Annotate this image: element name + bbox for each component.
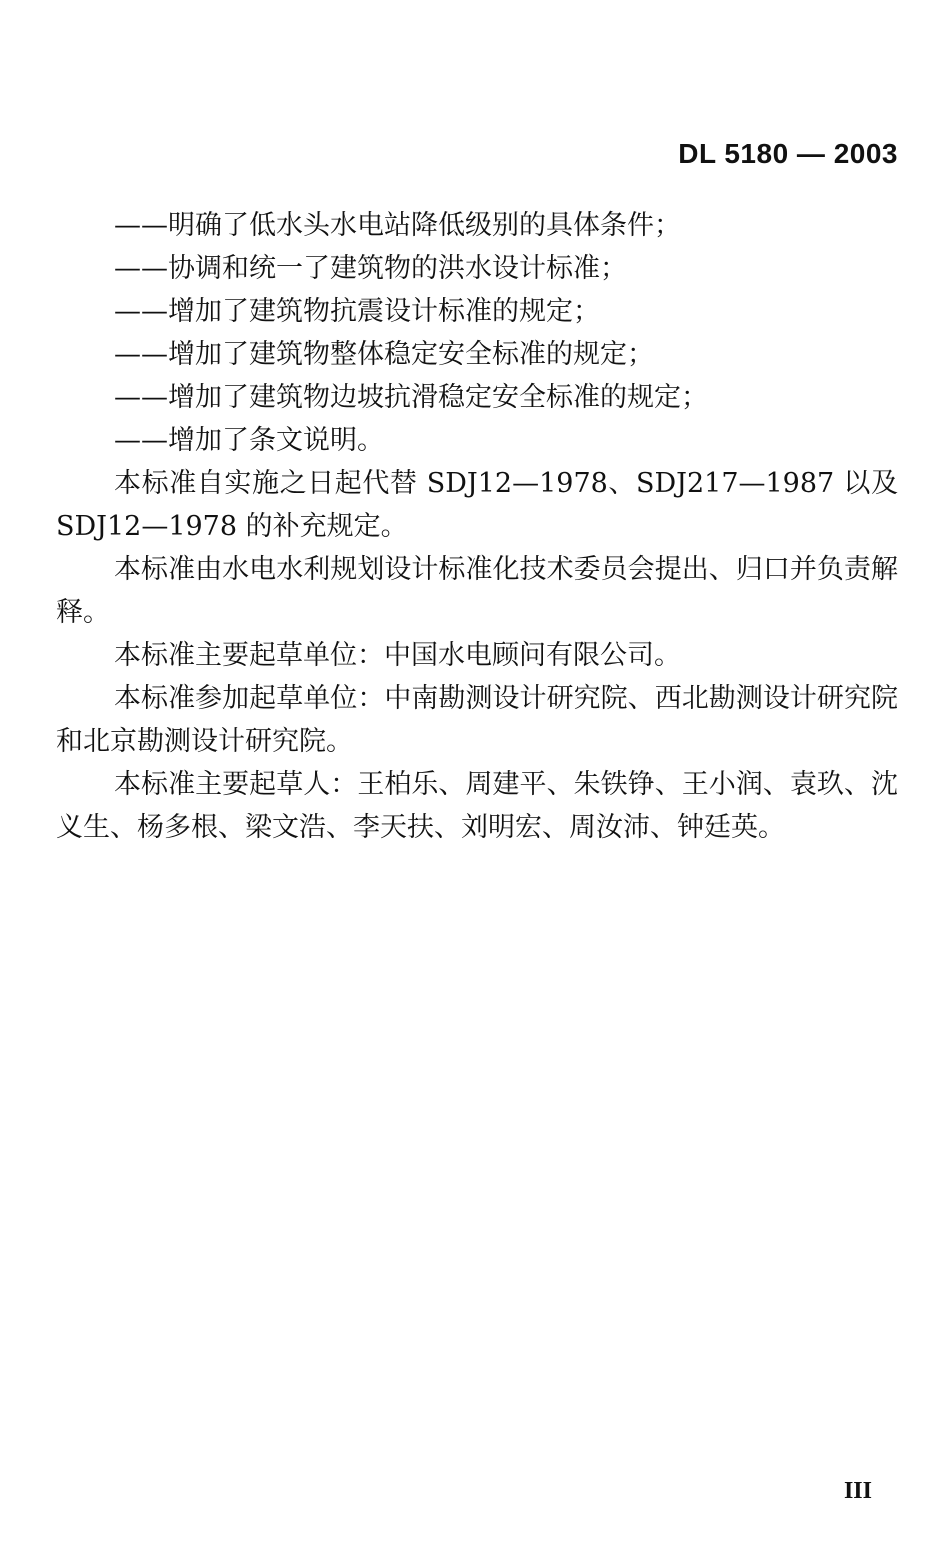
change-item: ——明确了低水头水电站降低级别的具体条件； (114, 210, 681, 241)
change-item: ——增加了建筑物抗震设计标准的规定； (114, 296, 600, 327)
document-body (56, 204, 898, 849)
replacement-paragraph: 本标准自实施之日起代替 SDJ12—1978、SDJ217—1987 以及SDJ12—1978 的补充规定。 (56, 468, 898, 542)
main-drafters-paragraph: 本标准主要起草人：王柏乐、周建平、朱铁铮、王小润、袁玖、沈义生、杨多根、梁文浩、李天扶、刘明宏、周汝沛、钟廷英。 (56, 769, 898, 843)
change-item: ——增加了条文说明。 (114, 425, 384, 456)
responsibility-paragraph: 本标准由水电水利规划设计标准化技术委员会提出、归口并负责解释。 (56, 554, 898, 628)
page-number: III (843, 1478, 872, 1504)
change-item: ——协调和统一了建筑物的洪水设计标准； (114, 253, 627, 284)
change-item: ——增加了建筑物边坡抗滑稳定安全标准的规定； (114, 382, 708, 413)
change-item: ——增加了建筑物整体稳定安全标准的规定； (114, 339, 654, 370)
main-drafting-unit-paragraph: 本标准主要起草单位：中国水电顾问有限公司。 (114, 640, 681, 671)
standard-code-header: DL 5180 — 2003 (678, 138, 898, 169)
participating-units-paragraph: 本标准参加起草单位：中南勘测设计研究院、西北勘测设计研究院和北京勘测设计研究院。 (56, 683, 898, 757)
